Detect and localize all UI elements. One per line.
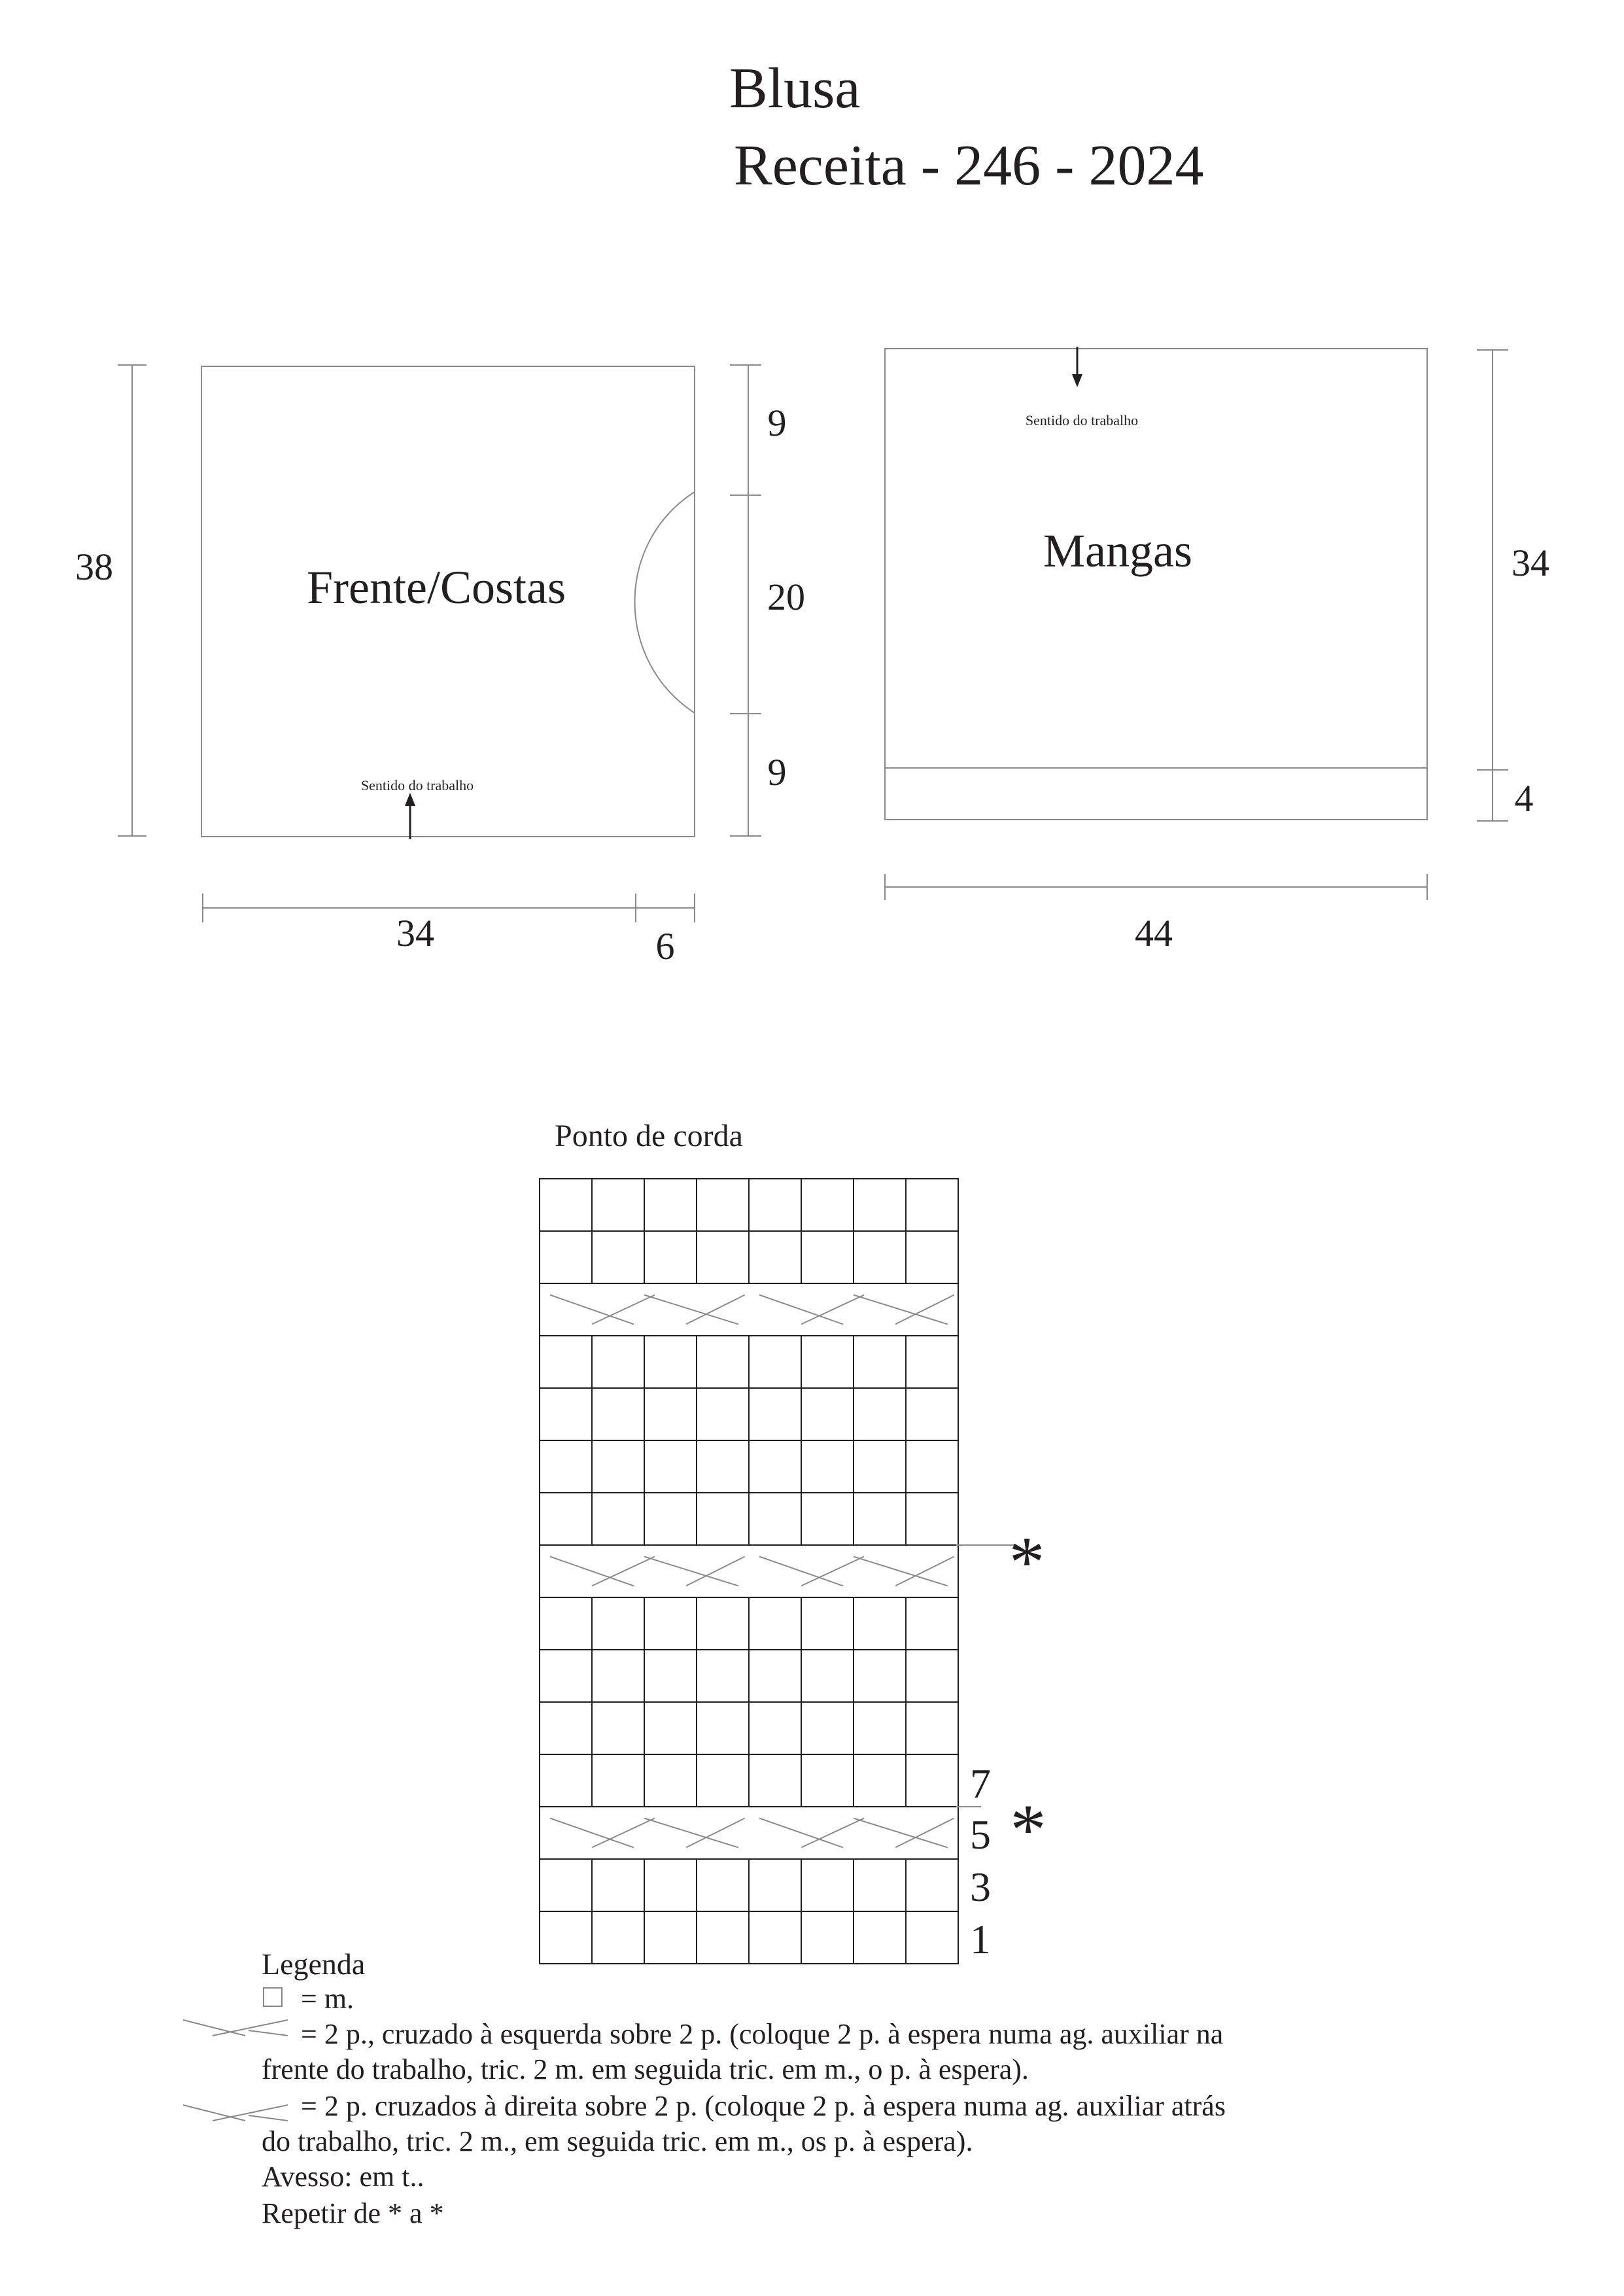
chart-cell [697, 1702, 749, 1754]
row-number-3: 3 [970, 1864, 991, 1910]
chart-cell [540, 1336, 592, 1388]
chart-cell [540, 1179, 592, 1231]
chart-cell [906, 1754, 958, 1807]
chart-cell [749, 1336, 801, 1388]
cable-stroke [801, 1818, 864, 1848]
armhole-width: 6 [655, 925, 675, 967]
cable-stroke [592, 1818, 655, 1848]
cable-stroke [895, 1818, 954, 1848]
chart-cell [906, 1179, 958, 1231]
chart-cell [854, 1440, 906, 1493]
chart-cell [697, 1859, 749, 1911]
front-back-upper: 9 [767, 402, 787, 444]
arrow-up-icon [405, 793, 415, 839]
cable-stroke [644, 1557, 738, 1586]
chart-title: Ponto de corda [555, 1119, 743, 1153]
chart-cell [592, 1440, 644, 1493]
recipe-number: Receita - 246 - 2024 [734, 134, 1204, 198]
front-back-schematic [118, 365, 761, 922]
chart-cell [749, 1231, 801, 1283]
cable-stroke [644, 1818, 738, 1848]
chart-cell [697, 1440, 749, 1493]
chart-cell [749, 1911, 801, 1964]
cable-stroke [550, 1295, 634, 1325]
knit-symbol-icon [264, 1988, 282, 2006]
chart-cell [644, 1231, 697, 1283]
chart-cell [906, 1702, 958, 1754]
cable-stroke [854, 1818, 948, 1848]
chart-cell [854, 1650, 906, 1702]
cable-stroke [550, 1818, 634, 1848]
chart-cell [854, 1702, 906, 1754]
cable-stroke [759, 1557, 843, 1586]
chart-cell [592, 1859, 644, 1911]
chart-cell [592, 1179, 644, 1231]
chart-cell [854, 1754, 906, 1807]
front-back-height: 38 [75, 546, 113, 588]
chart-cell [540, 1597, 592, 1650]
chart-cell [540, 1911, 592, 1964]
chart-cell [801, 1911, 854, 1964]
chart-cell [906, 1859, 958, 1911]
chart-cell [854, 1493, 906, 1545]
chart-cell [540, 1440, 592, 1493]
chart-cell [540, 1650, 592, 1702]
cable-stroke [686, 1818, 745, 1848]
sleeve-direction-label: Sentido do trabalho [1025, 412, 1139, 428]
chart-cell [697, 1179, 749, 1231]
cable-stroke [592, 1295, 655, 1325]
chart-cell [592, 1754, 644, 1807]
chart-cell [697, 1597, 749, 1650]
chart-cell [749, 1179, 801, 1231]
chart-cell [854, 1597, 906, 1650]
cable-stroke [854, 1295, 948, 1325]
chart-cell [854, 1336, 906, 1388]
chart-cell [540, 1859, 592, 1911]
chart-cell [644, 1754, 697, 1807]
chart-cable-row [540, 1545, 958, 1597]
chart-cell [801, 1231, 854, 1283]
legend-cable-right-line1: = 2 p. cruzados à direita sobre 2 p. (coloque 2 p. à espera numa ag. auxiliar atrás [301, 2090, 1226, 2122]
chart-cell [801, 1650, 854, 1702]
chart-cell [749, 1597, 801, 1650]
chart-cell [854, 1859, 906, 1911]
chart-cell [801, 1388, 854, 1440]
legend-knit: = m. [301, 1983, 354, 2015]
chart-cell [697, 1754, 749, 1807]
chart-cell [697, 1388, 749, 1440]
chart-annotations [956, 1522, 1046, 1962]
chart-cell [644, 1650, 697, 1702]
front-back-width: 34 [396, 912, 434, 954]
chart-cell [540, 1493, 592, 1545]
sleeve-width: 44 [1135, 912, 1173, 954]
sleeve-cuff: 4 [1514, 777, 1534, 820]
repeat-mark-bottom: * [1010, 1790, 1046, 1870]
cable-stroke [686, 1295, 745, 1325]
legend-purl: Avesso: em t.. [262, 2161, 424, 2193]
chart-cell [540, 1231, 592, 1283]
chart-cell [592, 1231, 644, 1283]
legend-cable-right-line2: do trabalho, tric. 2 m., em seguida tric. em m., os p. à espera). [262, 2125, 973, 2157]
cable-stroke [801, 1557, 864, 1586]
chart-cell [749, 1859, 801, 1911]
chart-cell [801, 1597, 854, 1650]
chart-cell [644, 1336, 697, 1388]
cable-stroke [550, 1557, 634, 1586]
chart-cell [801, 1179, 854, 1231]
front-back-direction-label: Sentido do trabalho [360, 777, 474, 793]
chart-cell [644, 1911, 697, 1964]
cable-stroke [895, 1295, 954, 1325]
chart-cell [906, 1388, 958, 1440]
repeat-mark-top: * [1009, 1522, 1045, 1602]
cable-stroke [801, 1295, 864, 1325]
chart-cell [644, 1440, 697, 1493]
row-number-7: 7 [970, 1760, 991, 1807]
sleeve-label: Mangas [1043, 525, 1192, 577]
chart-cell [644, 1859, 697, 1911]
chart-cell [801, 1859, 854, 1911]
chart-cell [697, 1650, 749, 1702]
chart-cell [592, 1911, 644, 1964]
legend-cable-left-line1: = 2 p., cruzado à esquerda sobre 2 p. (coloque 2 p. à espera numa ag. auxiliar na [301, 2018, 1224, 2050]
chart-cell [540, 1754, 592, 1807]
chart-cable-row [540, 1807, 958, 1859]
armhole-curve [635, 492, 695, 713]
chart-cell [749, 1702, 801, 1754]
chart-cell [644, 1702, 697, 1754]
chart-cell [697, 1336, 749, 1388]
chart-cell [906, 1231, 958, 1283]
chart-cell [592, 1702, 644, 1754]
cable-stroke [759, 1818, 843, 1848]
chart-cell [592, 1336, 644, 1388]
arrow-down-icon [1072, 347, 1082, 387]
chart-cell [906, 1597, 958, 1650]
chart-cell [644, 1179, 697, 1231]
chart-cell [854, 1911, 906, 1964]
legend-repeat: Repetir de * a * [262, 2197, 444, 2229]
cable-stroke [686, 1557, 745, 1586]
cable-left-symbol-icon [183, 2020, 288, 2036]
chart-cell [801, 1493, 854, 1545]
legend-cable-left-line2: frente do trabalho, tric. 2 m. em seguida tric. em m., o p. à espera). [262, 2053, 1029, 2085]
chart-cell [749, 1388, 801, 1440]
front-back-lower: 9 [767, 751, 787, 793]
chart-cell [644, 1597, 697, 1650]
row-number-1: 1 [970, 1916, 991, 1962]
chart-cell [644, 1388, 697, 1440]
cable-right-symbol-icon [183, 2105, 288, 2121]
chart-cell [540, 1702, 592, 1754]
front-back-label: Frente/Costas [307, 561, 566, 614]
sleeve-schematic [885, 349, 1508, 900]
cable-stroke [895, 1557, 954, 1586]
chart-cell [749, 1440, 801, 1493]
chart-cell [592, 1493, 644, 1545]
chart-cell [749, 1754, 801, 1807]
chart-cell [854, 1231, 906, 1283]
chart-cell [592, 1597, 644, 1650]
chart-cell [801, 1336, 854, 1388]
armhole-height: 20 [767, 576, 805, 618]
chart-cell [801, 1754, 854, 1807]
chart-cell [854, 1179, 906, 1231]
chart-cell [906, 1911, 958, 1964]
chart-cell [854, 1388, 906, 1440]
cable-stroke [854, 1557, 948, 1586]
cable-stroke [759, 1295, 843, 1325]
chart-cell [540, 1388, 592, 1440]
legend-title: Legenda [262, 1947, 366, 1981]
page-title: Blusa [729, 57, 861, 120]
chart-cell [592, 1388, 644, 1440]
sleeve-height: 34 [1512, 542, 1549, 584]
chart-cell [697, 1911, 749, 1964]
chart-cable-row [540, 1283, 958, 1336]
chart-cell [801, 1440, 854, 1493]
row-number-5: 5 [970, 1811, 991, 1858]
chart-cell [906, 1493, 958, 1545]
cable-stroke [592, 1557, 655, 1586]
chart-cell [801, 1702, 854, 1754]
chart-cell [697, 1231, 749, 1283]
chart-cell [697, 1493, 749, 1545]
chart-cell [592, 1650, 644, 1702]
sleeve-piece [885, 349, 1427, 820]
chart-cell [906, 1336, 958, 1388]
chart-cell [906, 1650, 958, 1702]
chart-cell [906, 1440, 958, 1493]
cable-stroke [644, 1295, 738, 1325]
chart-cell [749, 1493, 801, 1545]
stitch-chart [540, 1179, 958, 1964]
chart-cell [644, 1493, 697, 1545]
chart-cell [749, 1650, 801, 1702]
